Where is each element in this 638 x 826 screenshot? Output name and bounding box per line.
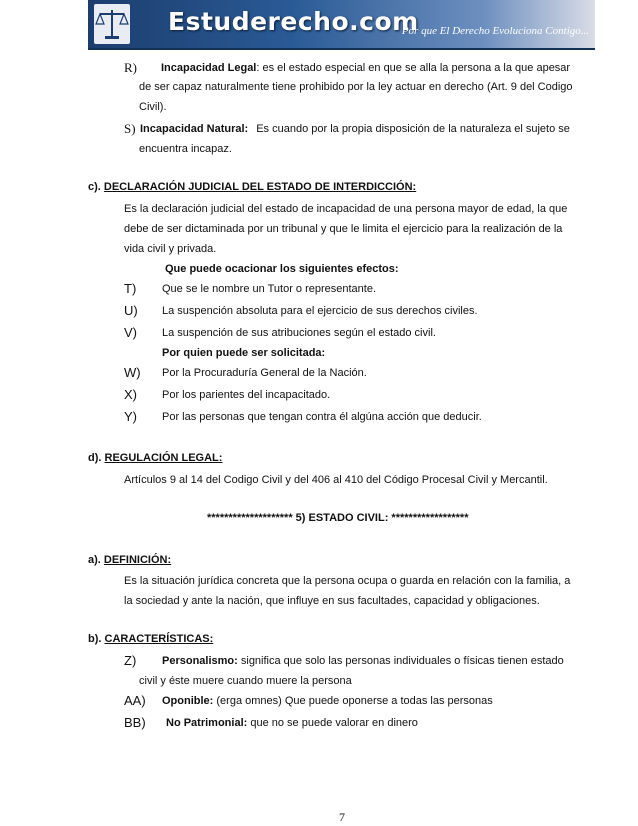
section-title: DEFINICIÓN: [103, 554, 172, 566]
section-heading: d). REGULACIÓN LEGAL: [88, 452, 223, 464]
item-marker: S) [124, 121, 136, 136]
list-marker: U) [124, 303, 138, 318]
site-slogan: Por que El Derecho Evoluciona Contigo... [401, 25, 589, 37]
list-marker: Z) [124, 653, 137, 668]
list-marker: BB) [124, 715, 146, 730]
item-term: Oponible: [162, 695, 214, 707]
list-marker: T) [124, 281, 137, 296]
list-marker: X) [124, 387, 137, 402]
item-text: : es el estado especial en que se alla la persona a la que apesar [256, 62, 571, 74]
list-item: La suspención absoluta para el ejercicio de sus derechos civiles. [162, 305, 478, 317]
section-title: REGULACIÓN LEGAL: [104, 452, 223, 464]
paragraph-line: Es la declaración judicial del estado de incapacidad de una persona mayor de edad, la que [124, 203, 568, 215]
page-number: 7 [339, 810, 345, 824]
item-text: que no se puede valorar en dinero [250, 717, 418, 729]
list-item-continuation: civil y éste muere cuando muere la persona [139, 675, 352, 687]
item-s-line-1 [140, 122, 570, 136]
paragraph-line: Es la situación jurídica concreta que la persona ocupa o guarda en relación con la familia, a [124, 575, 571, 587]
item-r-line-2: de ser capaz naturalmente tiene prohibido por la ley actuar en derecho (Art. 9 del Codigo [139, 81, 573, 93]
list-item [166, 716, 418, 730]
paragraph-line: la sociedad y ante la nación, que influye en sus facultades, capacidad y obligaciones. [124, 595, 540, 607]
list-item: Por los parientes del incapacitado. [162, 389, 331, 401]
list-marker: W) [124, 365, 141, 380]
list-item: Que se le nombre un Tutor o representante. [162, 283, 377, 295]
item-term: Incapacidad Legal [161, 62, 257, 74]
item-text: significa que solo las personas individuales o físicas tienen estado [240, 655, 564, 667]
scales-of-justice-icon [94, 4, 130, 44]
item-marker: R) [124, 60, 137, 75]
item-term: No Patrimonial: [166, 717, 248, 729]
section-title: CARACTERÍSTICAS: [104, 633, 214, 645]
subheading: Por quien puede ser solicitada: [162, 347, 326, 359]
list-item: La suspención de sus atribuciones según el estado civil. [162, 327, 436, 339]
chapter-divider: ******************** 5) ESTADO CIVIL: ****************** [207, 512, 469, 524]
subheading: Que puede ocacionar los siguientes efectos: [165, 263, 399, 275]
paragraph-line: Artículos 9 al 14 del Codigo Civil y del 406 al 410 del Código Procesal Civil y Mercantil. [124, 474, 548, 486]
section-heading: c). DECLARACIÓN JUDICIAL DEL ESTADO DE INTERDICCIÓN: [88, 181, 417, 193]
item-r-line-3: Civil). [139, 101, 167, 113]
section-heading: a). DEFINICIÓN: [88, 554, 172, 566]
item-text: (erga omnes) Que puede oponerse a todas las personas [216, 695, 493, 707]
section-title: DECLARACIÓN JUDICIAL DEL ESTADO DE INTERDICCIÓN: [103, 181, 417, 193]
item-text: Es cuando por la propia disposición de la naturaleza el sujeto se [256, 123, 570, 135]
list-item [162, 694, 493, 708]
item-r-line-1 [161, 61, 570, 75]
list-item: Por las personas que tengan contra él algúna acción que deducir. [162, 411, 482, 423]
item-term: Personalismo: [162, 655, 238, 667]
list-item: Por la Procuraduría General de la Nación. [162, 367, 367, 379]
list-marker: AA) [124, 693, 146, 708]
item-term: Incapacidad Natural: [140, 123, 249, 135]
paragraph-line: debe de ser dictaminada por un tribunal y que le limita el ejercicio para la realización de la [124, 223, 563, 235]
list-marker: V) [124, 325, 137, 340]
site-banner [88, 0, 595, 50]
site-name: Estuderecho.com [168, 7, 419, 36]
list-marker: Y) [124, 409, 137, 424]
paragraph-line: vida civil y privada. [124, 243, 217, 255]
section-heading: b). CARACTERÍSTICAS: [88, 633, 214, 645]
list-item [162, 654, 564, 668]
item-s-line-2: encuentra incapaz. [139, 143, 232, 155]
